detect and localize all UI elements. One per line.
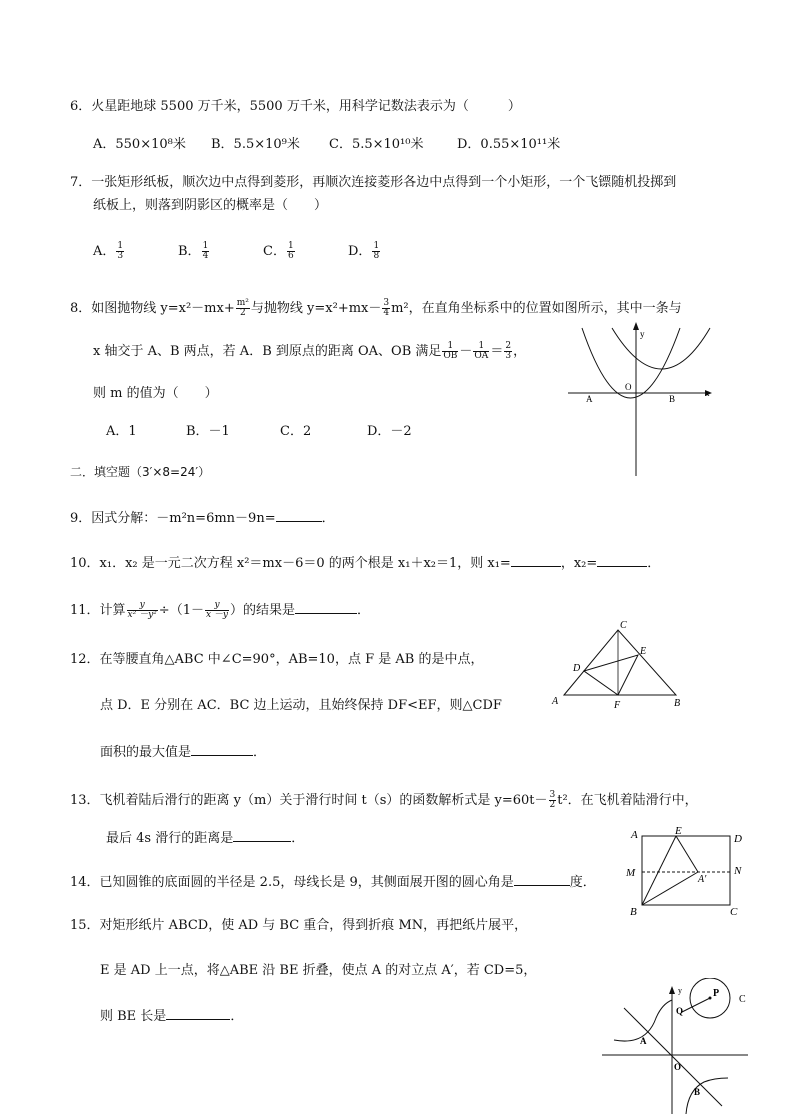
point-a-label: A — [586, 394, 593, 404]
q9-text: 9．因式分解：－m²n=6mn－9n= — [70, 511, 276, 526]
q8-parabola-figure — [560, 318, 720, 478]
center-p-dot — [709, 997, 712, 1000]
section-2-heading: 二．填空题（3′×8=24′） — [70, 465, 211, 479]
q13-frac-num: 3 — [549, 790, 556, 800]
q6-option-d: D．0.55×10¹¹米 — [457, 137, 561, 152]
q8-options — [106, 423, 412, 441]
q7-line1: 7．一张矩形纸板，顺次边中点得到菱形，再顺次连接菱形各边中点得到一个小矩形，一个飞镖随机投掷到 — [70, 175, 677, 190]
label-a-prime: A′ — [698, 874, 707, 885]
q7-option-c — [263, 240, 348, 264]
label-m: M — [626, 867, 636, 879]
q7-option-c-label: C． — [263, 244, 286, 259]
q7-option-b-num: 1 — [202, 241, 209, 251]
q12-triangle-figure — [548, 616, 698, 712]
q11 — [70, 598, 370, 624]
q6-option-b: B．5.5×10⁹米 — [211, 137, 300, 152]
q7-option-b-label: B． — [178, 244, 201, 259]
label-p: P — [713, 988, 720, 999]
label-a: A — [631, 829, 638, 841]
q7-option-d-num: 1 — [373, 241, 380, 251]
q7-option-d-label: D． — [348, 244, 372, 259]
q11-answer-blank[interactable] — [295, 600, 357, 614]
q7-option-d — [348, 240, 381, 264]
q8-frac4-num: 1 — [473, 342, 489, 352]
y-label: y — [640, 329, 645, 339]
q13-frac-den: 2 — [549, 800, 556, 810]
q8-line1-c: m²，在直角坐标系中的位置如图所示，其中一条与 — [391, 301, 682, 316]
q11-end: ． — [357, 603, 371, 618]
q15-end: ． — [230, 1009, 244, 1024]
label-q: Q — [676, 1006, 684, 1016]
q6-stem: 6．火星距地球 5500 万千米，5500 万千米，用科学记数法表示为（ ） — [70, 99, 521, 114]
q8-frac2-den: 4 — [383, 308, 390, 318]
q11-frac1-num: y — [127, 601, 158, 611]
label-c: C — [620, 620, 627, 631]
q8-line3: 则 m 的值为（ ） — [93, 386, 218, 401]
origin-label: O — [625, 382, 632, 392]
q8-frac3-den: OB — [443, 351, 458, 361]
q8-line1-a: 8．如图抛物线 y=x²－mx+ — [70, 301, 235, 316]
q10-x2-label: ，x₂= — [560, 556, 598, 571]
q11-text-a: 11．计算 — [70, 603, 126, 618]
q13-line1 — [70, 789, 698, 813]
q11-frac1-den: x² －y² — [127, 610, 157, 620]
q8-frac5-den: 3 — [505, 351, 512, 361]
q7-line2: 纸板上，则落到阴影区的概率是（ ） — [93, 198, 328, 213]
label-e: E — [675, 825, 682, 837]
q6-options — [93, 136, 560, 154]
q8-option-c: C．2 — [280, 424, 312, 439]
y-axis-arrow — [669, 986, 675, 994]
q13-answer-blank[interactable] — [233, 828, 291, 842]
q8-option-a: A．1 — [106, 424, 137, 439]
label-a: A — [640, 1036, 647, 1046]
q13-line2 — [106, 828, 304, 848]
q8-line2-a: x 轴交于 A、B 两点，若 A．B 到原点的距离 OA、OB 满足 — [93, 344, 442, 359]
q12-line2: 点 D．E 分别在 AC．BC 边上运动，且始终保持 DF<EF，则△CDF — [100, 698, 502, 713]
y-axis-arrow — [633, 322, 639, 330]
q7-option-a-label: A． — [93, 244, 116, 259]
q9 — [70, 508, 335, 528]
q7-option-a-num: 1 — [117, 241, 124, 251]
q15-line1: 15．对矩形纸片 ABCD，使 AD 与 BC 重合，得到折痕 MN，再把纸片展平， — [70, 918, 528, 933]
q11-frac2-num: y — [205, 601, 229, 611]
label-c: C — [739, 994, 746, 1005]
q8-frac5-num: 2 — [505, 341, 512, 351]
q6-option-c: C．5.5×10¹⁰米 — [329, 137, 424, 152]
label-a: A — [552, 696, 559, 707]
q14-text: 14．已知圆锥的底面圆的半径是 2.5，母线长是 9，其侧面展开图的圆心角是 — [70, 875, 514, 890]
segment-pq — [682, 998, 710, 1012]
q12-answer-blank[interactable] — [191, 742, 253, 756]
label-c: C — [730, 906, 738, 918]
q11-frac2-den: x －y — [205, 610, 228, 620]
q7-option-a — [93, 240, 178, 264]
q15-answer-blank[interactable] — [166, 1006, 230, 1020]
q8-frac1-num: m² — [236, 298, 249, 308]
q13-text-a: 13．飞机着陆后滑行的距离 y（m）关于滑行时间 t（s）的函数解析式是 y=60t－ — [70, 793, 548, 808]
q10-x2-blank[interactable] — [597, 553, 647, 567]
q8-line1-b: 与抛物线 y=x²+mx－ — [250, 301, 382, 316]
y-label: y — [678, 986, 682, 995]
q7-option-a-den: 3 — [117, 251, 124, 261]
label-b: B — [674, 698, 681, 709]
q8-frac4-den: OA — [474, 351, 489, 361]
q7-options — [93, 240, 381, 264]
label-e: E — [640, 646, 647, 657]
q15-line3-text: 则 BE 长是 — [100, 1009, 167, 1024]
q8-frac1-den: 2 — [239, 308, 246, 318]
q15-line2: E 是 AD 上一点，将△ABE 沿 BE 折叠，使点 A 的对立点 A′，若 CD=5， — [100, 963, 537, 978]
label-d: D — [573, 663, 581, 674]
segment-ea-prime — [676, 836, 698, 872]
q8-option-d: D．－2 — [367, 424, 412, 439]
q12-line3 — [100, 742, 266, 762]
q7-option-d-den: 8 — [373, 251, 380, 261]
q10-end: ． — [647, 556, 661, 571]
q6-option-a: A．550×10⁸米 — [93, 137, 186, 152]
q11-text-b: ÷（1－ — [158, 603, 204, 618]
q11-text-c: ）的结果是 — [230, 603, 296, 618]
triangle-abc — [564, 630, 676, 695]
label-o: O — [674, 1062, 682, 1072]
label-d: D — [734, 833, 742, 845]
q12-line1: 12．在等腰直角△ABC 中∠C=90°，AB=10，点 F 是 AB 的是中点， — [70, 652, 484, 667]
line-ab — [624, 1008, 722, 1106]
q14 — [70, 872, 596, 892]
circle-coordinate-figure — [596, 978, 756, 1116]
label-f: F — [614, 700, 621, 711]
q9-end: ． — [321, 511, 335, 526]
hyperbola-lower — [686, 1078, 728, 1114]
hyperbola-upper — [614, 1000, 672, 1041]
q13-text-b: t²．在飞机着陆滑行中， — [557, 793, 698, 808]
label-n: N — [734, 865, 742, 877]
q7-option-b-den: 4 — [202, 251, 209, 261]
parabola-right — [612, 328, 710, 369]
q7-option-c-num: 1 — [287, 241, 294, 251]
x-label: x — [705, 388, 710, 398]
q7-option-c-den: 6 — [287, 251, 294, 261]
q8-frac2-num: 3 — [383, 298, 390, 308]
rectangle-abcd — [642, 836, 730, 905]
q10-x1-blank[interactable] — [511, 553, 561, 567]
q15-rectangle-figure — [620, 822, 755, 920]
q8-equals: ＝ — [490, 344, 504, 359]
q14-answer-blank[interactable] — [514, 872, 570, 886]
q8-minus: － — [459, 344, 473, 359]
label-b: B — [694, 1087, 701, 1097]
label-b: B — [630, 906, 637, 918]
q13-end: ． — [291, 831, 305, 846]
q9-answer-blank[interactable] — [276, 508, 322, 522]
q7-option-b — [178, 240, 263, 264]
q8-line2 — [93, 340, 526, 364]
q13-line2-text: 最后 4s 滑行的距离是 — [106, 831, 234, 846]
q8-option-b: B．－1 — [186, 424, 230, 439]
q10 — [70, 553, 660, 573]
q15-line3 — [100, 1006, 243, 1026]
q8-frac3-num: 1 — [442, 342, 458, 352]
q8-line2-end: ， — [513, 344, 527, 359]
q12-line3-text: 面积的最大值是 — [100, 745, 192, 760]
q12-end: ． — [253, 745, 267, 760]
q14-end: 度． — [569, 875, 596, 890]
q10-text: 10．x₁．x₂ 是一元二次方程 x²＝mx－6＝0 的两个根是 x₁＋x₂＝1，则 x₁= — [70, 556, 511, 571]
point-b-label: B — [669, 394, 676, 404]
